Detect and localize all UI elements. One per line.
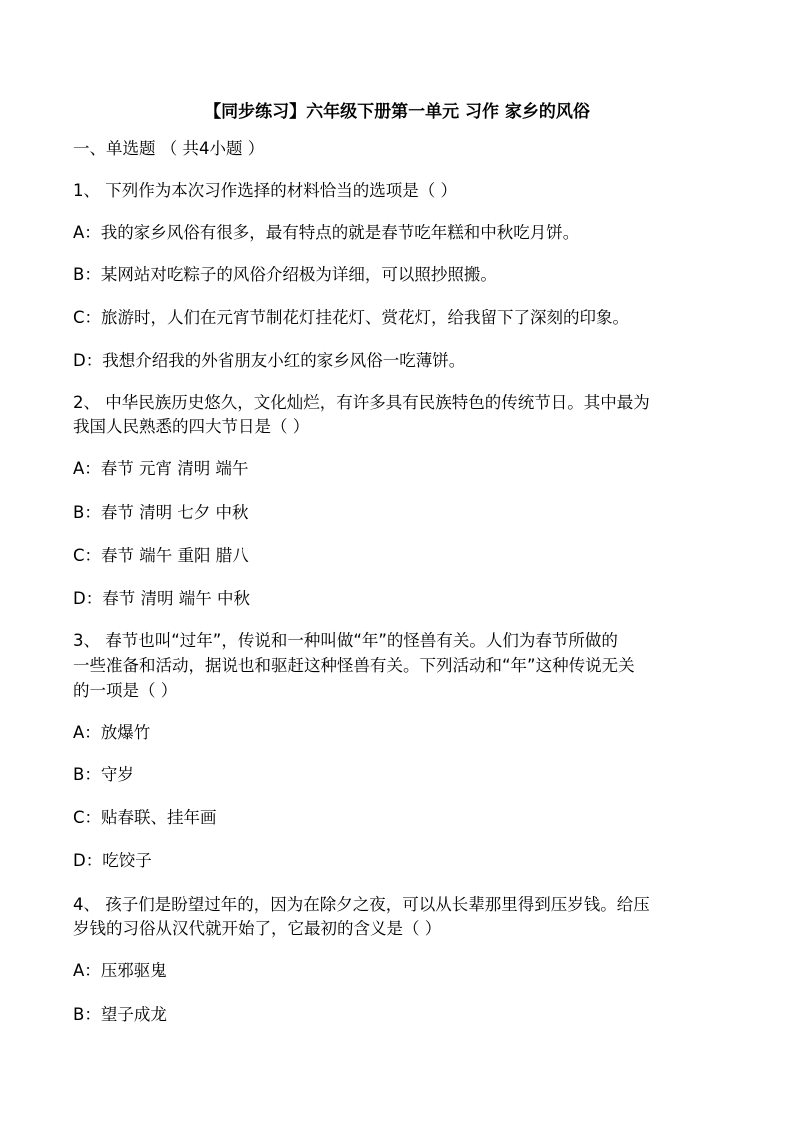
question-2-option-c: C：春节 端午 重阳 腊八 xyxy=(73,546,249,565)
question-4-option-a: A：压邪驱鬼 xyxy=(73,961,167,980)
question-3-option-c: C：贴春联、挂年画 xyxy=(73,808,217,827)
question-4-stem-line-2: 岁钱的习俗从汉代就开始了，它最初的含义是（ ） xyxy=(73,919,442,938)
question-3-option-d: D：吃饺子 xyxy=(73,851,152,870)
question-2-stem-line-1: 2、 中华民族历史悠久，文化灿烂，有许多具有民族特色的传统节日。其中最为 xyxy=(73,393,650,412)
section-heading: 一、单选题 （ 共4小题 ） xyxy=(73,139,265,158)
question-1-option-c: C：旅游时，人们在元宵节制花灯挂花灯、赏花灯，给我留下了深刻的印象。 xyxy=(73,308,630,327)
question-4-option-b: B：望子成龙 xyxy=(73,1005,167,1024)
question-4-stem-line-1: 4、 孩子们是盼望过年的，因为在除夕之夜，可以从长辈那里得到压岁钱。给压 xyxy=(73,895,650,914)
question-2-option-d: D：春节 清明 端午 中秋 xyxy=(73,589,250,608)
question-3-stem-line-3: 的一项是（ ） xyxy=(73,681,178,700)
question-3-stem-line-2: 一些准备和活动，据说也和驱赶这种怪兽有关。下列活动和“年”这种传说无关 xyxy=(73,656,635,675)
question-2-option-b: B：春节 清明 七夕 中秋 xyxy=(73,503,249,522)
document-title: 【同步练习】六年级下册第一单元 习作 家乡的风俗 xyxy=(204,102,590,122)
question-3-option-a: A：放爆竹 xyxy=(73,723,151,742)
question-3-stem-line-1: 3、 春节也叫“过年”，传说和一种叫做“年”的怪兽有关。人们为春节所做的 xyxy=(73,631,618,650)
question-3-option-b: B：守岁 xyxy=(73,765,134,784)
question-1-option-b: B：某网站对吃粽子的风俗介绍极为详细，可以照抄照搬。 xyxy=(73,265,497,284)
question-1-option-d: D：我想介绍我的外省朋友小红的家乡风俗一吃薄饼。 xyxy=(73,351,466,370)
question-2-option-a: A：春节 元宵 清明 端午 xyxy=(73,459,249,478)
question-2-stem-line-2: 我国人民熟悉的四大节日是（ ） xyxy=(73,417,310,436)
question-1-stem: 1、 下列作为本次习作选择的材料恰当的选项是（ ） xyxy=(73,181,457,200)
question-1-option-a: A：我的家乡风俗有很多，最有特点的就是春节吃年糕和中秋吃月饼。 xyxy=(73,223,580,242)
